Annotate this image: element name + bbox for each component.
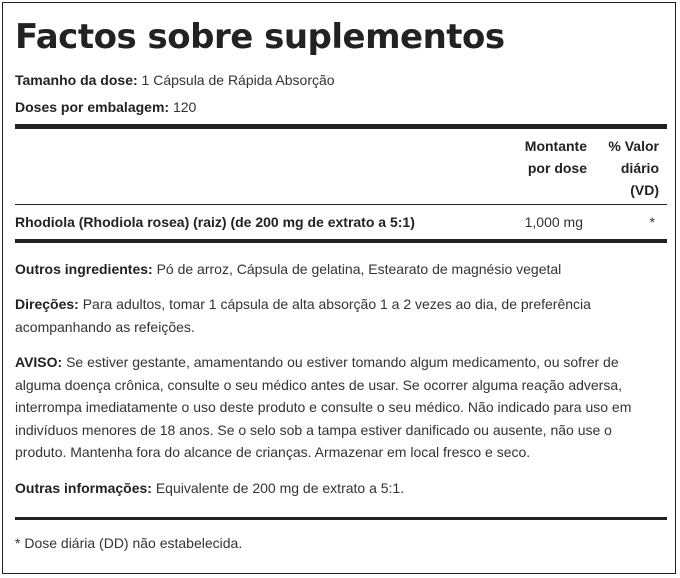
column-header-amount-line1: Montante [524, 138, 587, 154]
supplement-facts-panel [2, 2, 676, 574]
other-ingredients-label: Outros ingredientes: [15, 261, 153, 277]
serving-size [15, 72, 335, 88]
directions [15, 293, 625, 338]
other-info [15, 477, 667, 500]
divider-footnote [15, 517, 667, 520]
panel-title: Factos sobre suplementos [15, 17, 505, 57]
column-header-dv-line2: diário [620, 160, 659, 176]
warning-text: Se estiver gestante, amamentando ou estiver tomando algum medicamento, ou sofrer de alguma doença crônica, consulte o seu médico antes de usar. Se ocorrer alguma reação adversa, interrompa imediatamente o uso deste produto e consulte o seu médico. Não indicado para uso em indivíduos menores de 18 anos. Se o selo sob a tampa estiver danificado ou ausente, não use o produto. Mantenha fora do alcance de crianças. Armazenar em local fresco e seco. [15, 354, 632, 460]
other-ingredients-text: Pó de arroz, Cápsula de gelatina, Estearato de magnésio vegetal [152, 261, 562, 277]
footnote: * Dose diária (DD) não estabelecida. [15, 535, 243, 551]
directions-text: Para adultos, tomar 1 cápsula de alta absorção 1 a 2 vezes ao dia, de preferência acompanhando as refeições. [15, 296, 591, 335]
ingredient-daily-value: * [649, 214, 655, 230]
servings-per-container [15, 99, 196, 115]
thick-divider-top [15, 124, 667, 129]
ingredient-amount: 1,000 mg [524, 214, 583, 230]
warning [15, 351, 667, 464]
servings-per-container-value: 120 [172, 99, 197, 115]
column-header-dv-line3: (VD) [630, 182, 659, 198]
servings-per-container-label: Doses por embalagem: [15, 99, 170, 115]
other-ingredients [15, 258, 667, 281]
thin-divider-header [15, 204, 667, 205]
ingredient-name: Rhodiola (Rhodiola rosea) (raiz) (de 200 mg de extrato a 5:1) [15, 214, 415, 230]
column-header-amount [503, 135, 587, 179]
other-info-label: Outras informações: [15, 480, 152, 496]
column-header-dv-line1: % Valor [608, 138, 659, 154]
other-info-text: Equivalente de 200 mg de extrato a 5:1. [151, 480, 405, 496]
warning-label: AVISO: [15, 354, 63, 370]
serving-size-label: Tamanho da dose: [15, 72, 138, 88]
directions-label: Direções: [15, 296, 79, 312]
column-header-daily-value [599, 135, 659, 201]
thick-divider-bottom [15, 239, 667, 243]
serving-size-value: 1 Cápsula de Rápida Absorção [141, 72, 335, 88]
column-header-amount-line2: por dose [527, 160, 587, 176]
